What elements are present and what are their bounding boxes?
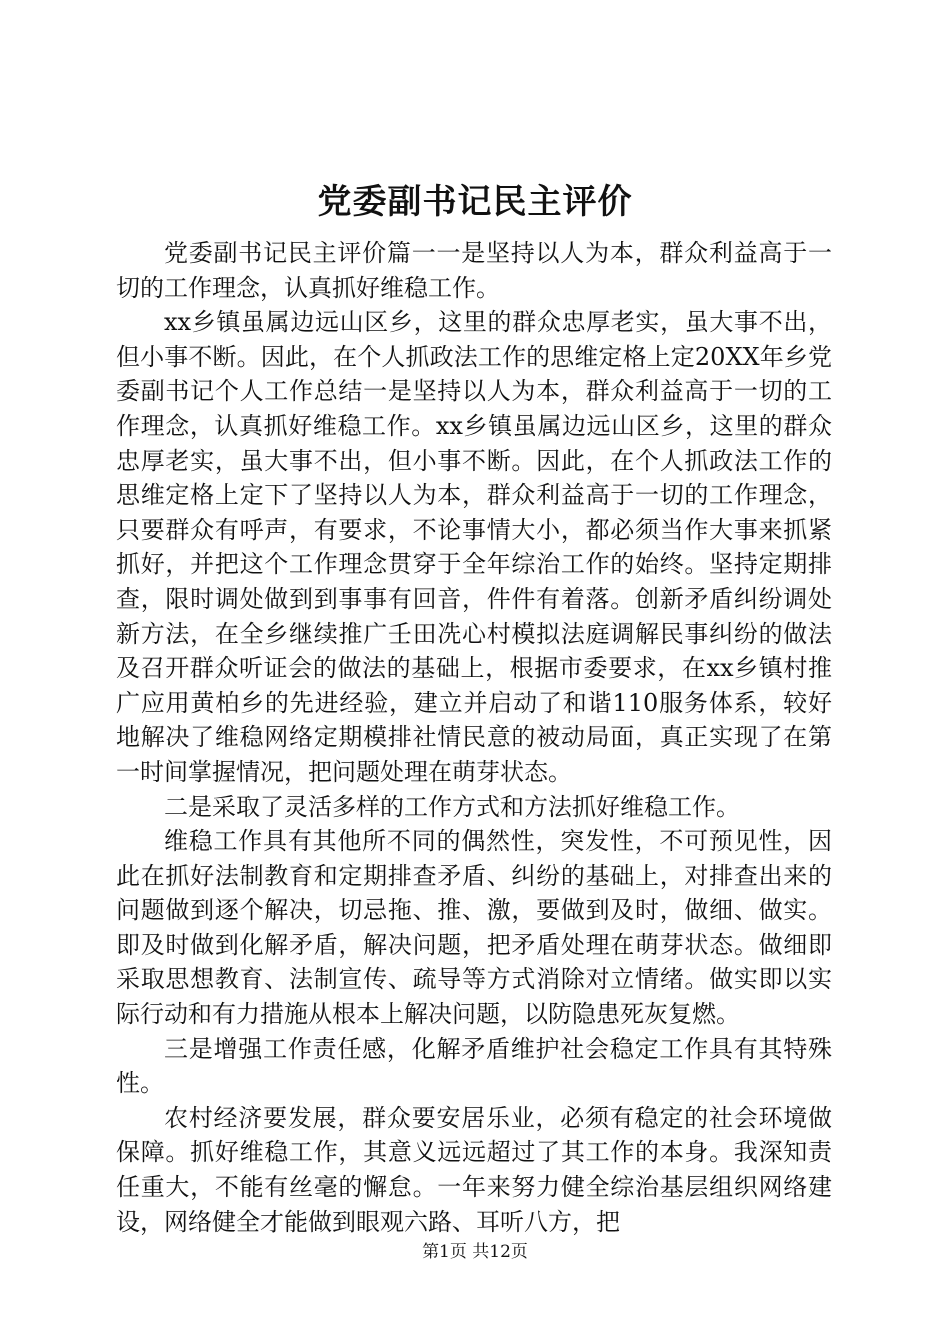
- paragraph: 农村经济要发展，群众要安居乐业，必须有稳定的社会环境做保障。抓好维稳工作，其意义远远超过了其工作的本身。我深知责任重大，不能有丝毫的懈怠。一年来努力健全综治基层组织网络建设，网络健全才能做到眼观六路、耳听八方，把: [116, 1103, 832, 1236]
- paragraph: 三是增强工作责任感，化解矛盾维护社会稳定工作具有其特殊性。: [116, 1034, 832, 1098]
- paragraph: 维稳工作具有其他所不同的偶然性，突发性，不可预见性，因此在抓好法制教育和定期排查矛盾、纠纷的基础上，对排查出来的问题做到逐个解决，切忌拖、推、激，要做到及时，做细、做实。即及时做到化解矛盾，解决问题，把矛盾处理在萌芽状态。做细即采取思想教育、法制宣传、疏导等方式消除对立情绪。做实即以实际行动和有力措施从根本上解决问题，以防隐患死灰复燃。: [116, 827, 832, 1029]
- document-title: 党委副书记民主评价: [317, 182, 633, 222]
- paragraph: 党委副书记民主评价篇一一是坚持以人为本，群众利益高于一切的工作理念，认真抓好维稳工作。: [116, 239, 832, 302]
- paragraph: xx乡镇虽属边远山区乡，这里的群众忠厚老实，虽大事不出，但小事不断。因此，在个人抓政法工作的思维定格上定20XX年乡党委副书记个人工作总结一是坚持以人为本，群众利益高于一切的工作理念，认真抓好维稳工作。xx乡镇虽属边远山区乡，这里的群众忠厚老实，虽大事不出，但小事不断。因此，在个人抓政法工作的思维定格上定下了坚持以人为本，群众利益高于一切的工作理念，只要群众有呼声，有要求，不论事情大小，都必须当作大事来抓紧抓好，并把这个工作理念贯穿于全年综治工作的始终。坚持定期排查，限时调处做到到事事有回音，件件有着落。创新矛盾纠纷调处新方法，在全乡继续推广壬田冼心村模拟法庭调解民事纠纷的做法及召开群众听证会的做法的基础上，根据市委要求，在xx乡镇村推广应用黄柏乡的先进经验，建立并启动了和谐110服务体系，较好地解决了维稳网络定期模排社情民意的被动局面，真正实现了在第一时间掌握情况，把问题处理在萌芽状态。: [116, 308, 832, 786]
- document-body: [116, 236, 832, 1239]
- page-footer: 第1页 共12页: [422, 1242, 528, 1262]
- paragraph: 二是采取了灵活多样的工作方式和方法抓好维稳工作。: [164, 792, 740, 821]
